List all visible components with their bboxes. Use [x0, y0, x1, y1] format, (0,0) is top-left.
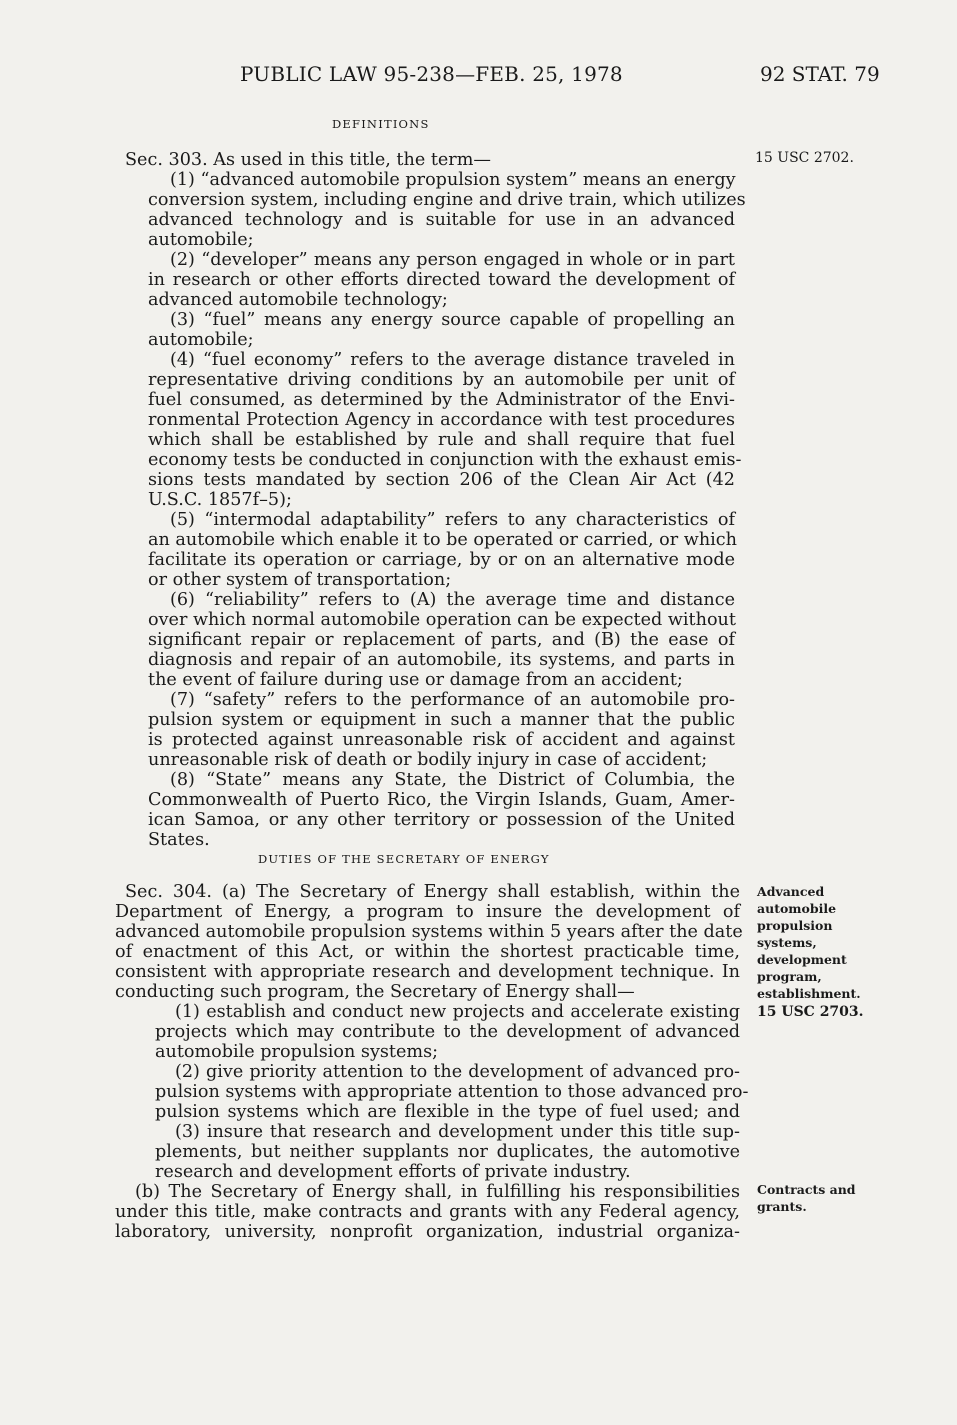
margin-note-line: propulsion: [757, 918, 833, 933]
text-line: advanced technology and is suitable for use in an advanced: [148, 210, 735, 230]
text-line: facilitate its operation or carriage, by or on an alternative mode: [148, 550, 735, 570]
margin-note-line: Advanced: [757, 884, 825, 899]
text-line: ronmental Protection Agency in accordance with test procedures: [148, 410, 735, 430]
text-line: (7) “safety” refers to the performance of an automobile pro-: [170, 690, 735, 710]
text-line: conducting such program, the Secretary of Energy shall—: [115, 982, 635, 1002]
text-line: (6) “reliability” refers to (A) the average time and distance: [170, 590, 735, 610]
text-line: (2) “developer” means any person engaged in whole or in part: [170, 250, 735, 270]
text-line: representative driving conditions by an automobile per unit of: [148, 370, 735, 390]
text-line: (4) “fuel economy” refers to the average distance traveled in: [170, 350, 735, 370]
text-line: sions tests mandated by section 206 of the Clean Air Act (42: [148, 470, 735, 490]
text-line: which shall be established by rule and shall require that fuel: [148, 430, 735, 450]
text-line: research and development efforts of private industry.: [155, 1162, 631, 1182]
text-line: under this title, make contracts and grants with any Federal agency,: [115, 1202, 740, 1222]
text-line: fuel consumed, as determined by the Administrator of the Envi-: [148, 390, 735, 410]
text-line: in research or other efforts directed toward the development of: [148, 270, 735, 290]
text-line: U.S.C. 1857f–5);: [148, 490, 292, 510]
text-line: Commonwealth of Puerto Rico, the Virgin Islands, Guam, Amer-: [148, 790, 735, 810]
text-line: (3) insure that research and development under this title sup-: [175, 1122, 740, 1142]
text-line: conversion system, including engine and drive train, which utilizes: [148, 190, 746, 210]
text-line: Sec. 303. As used in this title, the term—: [125, 150, 491, 170]
text-line: advanced automobile technology;: [148, 290, 448, 310]
text-line: automobile propulsion systems;: [155, 1042, 439, 1062]
margin-citation-2703: 15 USC 2703.: [757, 1004, 864, 1020]
text-line: pulsion systems with appropriate attention to those advanced pro-: [155, 1082, 749, 1102]
text-line: (b) The Secretary of Energy shall, in fulfilling his responsibilities: [135, 1182, 740, 1202]
text-line: (1) “advanced automobile propulsion system” means an energy: [170, 170, 736, 190]
text-line: consistent with appropriate research and development technique. In: [115, 962, 740, 982]
text-line: the event of failure during use or damage from an accident;: [148, 670, 683, 690]
text-line: over which normal automobile operation can be expected without: [148, 610, 736, 630]
text-line: plements, but neither supplants nor duplicates, the automotive: [155, 1142, 740, 1162]
margin-note-line: development: [757, 952, 847, 967]
text-line: significant repair or replacement of parts, and (B) the ease of: [148, 630, 735, 650]
text-line: of enactment of this Act, or within the shortest practicable time,: [115, 942, 740, 962]
text-line: laboratory, university, nonprofit organization, industrial organiza-: [115, 1222, 740, 1242]
section-heading-definitions: DEFINITIONS: [332, 117, 430, 131]
margin-note-line: automobile: [757, 901, 837, 916]
margin-citation-2702: 15 USC 2702.: [755, 150, 854, 166]
text-line: pulsion systems which are flexible in the type of fuel used; and: [155, 1102, 740, 1122]
text-line: Sec. 304. (a) The Secretary of Energy shall establish, within the: [125, 882, 740, 902]
text-line: is protected against unreasonable risk of accident and against: [148, 730, 735, 750]
margin-note-line: establishment.: [757, 986, 861, 1001]
section-heading-duties: DUTIES OF THE SECRETARY OF ENERGY: [258, 852, 550, 866]
text-line: ican Samoa, or any other territory or possession of the United: [148, 810, 735, 830]
text-line: advanced automobile propulsion systems within 5 years after the date: [115, 922, 743, 942]
text-line: (1) establish and conduct new projects and accelerate existing: [175, 1002, 740, 1022]
text-line: or other system of transportation;: [148, 570, 452, 590]
statute-page-number: 92 STAT. 79: [760, 62, 880, 86]
text-line: pulsion system or equipment in such a manner that the public: [148, 710, 735, 730]
text-line: unreasonable risk of death or bodily injury in case of accident;: [148, 750, 708, 770]
margin-note-line: program,: [757, 969, 822, 984]
running-header-title: PUBLIC LAW 95-238—FEB. 25, 1978: [240, 62, 623, 86]
text-line: diagnosis and repair of an automobile, its systems, and parts in: [148, 650, 735, 670]
text-line: (8) “State” means any State, the District of Columbia, the: [170, 770, 735, 790]
text-line: (5) “intermodal adaptability” refers to any characteristics of: [170, 510, 735, 530]
text-line: economy tests be conducted in conjunction with the exhaust emis-: [148, 450, 742, 470]
text-line: projects which may contribute to the development of advanced: [155, 1022, 740, 1042]
margin-note-line: Contracts and: [757, 1182, 856, 1197]
text-line: automobile;: [148, 330, 254, 350]
margin-note-line: grants.: [757, 1199, 807, 1214]
text-line: (3) “fuel” means any energy source capable of propelling an: [170, 310, 735, 330]
text-line: States.: [148, 830, 210, 850]
margin-note-line: systems,: [757, 935, 817, 950]
text-line: (2) give priority attention to the development of advanced pro-: [175, 1062, 740, 1082]
text-line: an automobile which enable it to be operated or carried, or which: [148, 530, 737, 550]
text-line: automobile;: [148, 230, 254, 250]
text-line: Department of Energy, a program to insure the development of: [115, 902, 740, 922]
